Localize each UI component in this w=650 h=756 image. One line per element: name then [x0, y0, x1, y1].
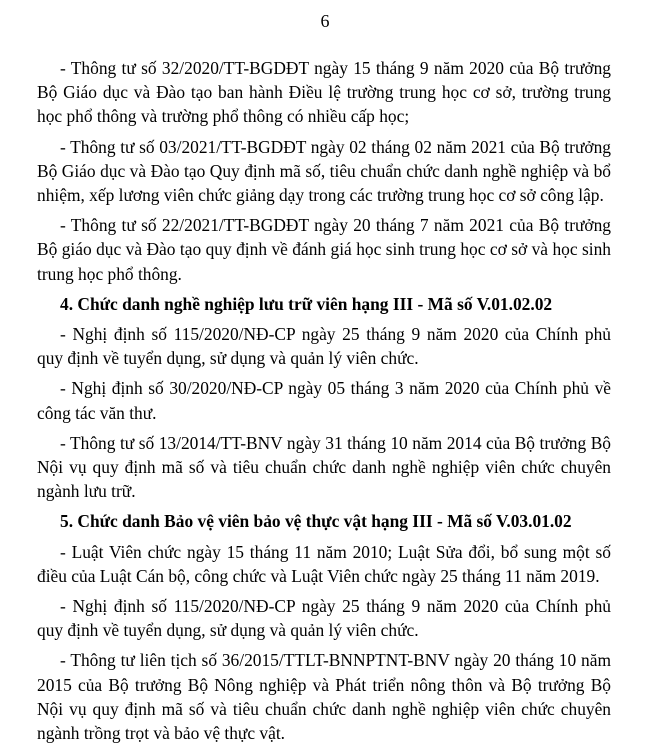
page-number: 6	[320, 11, 330, 31]
section-5-heading: 5. Chức danh Bảo vệ viên bảo vệ thực vật hạng III - Mã số V.03.01.02	[60, 511, 572, 532]
regulation-item: - Nghị định số 30/2020/NĐ-CP ngày 05 tháng 3 năm 2020 của Chính phủ về công tác văn thư.	[37, 378, 611, 423]
document-body	[37, 56, 611, 751]
regulation-item: - Thông tư liên tịch số 36/2015/TTLT-BNNPTNT-BNV ngày 20 tháng 10 năm 2015 của Bộ trưởng Bộ Nông nghiệp và Phát triển nông thôn và Bộ trưởng Bộ Nội vụ quy định mã số và tiêu chuẩn chức danh nghề nghiệp viên chức chuyên ngành trồng trọt và bảo vệ thực vật.	[37, 650, 611, 744]
regulation-item: - Nghị định số 115/2020/NĐ-CP ngày 25 tháng 9 năm 2020 của Chính phủ quy định về tuyển dụng, sử dụng và quản lý viên chức.	[37, 324, 611, 369]
regulation-item: - Luật Viên chức ngày 15 tháng 11 năm 2010; Luật Sửa đổi, bổ sung một số điều của Luật Cán bộ, công chức và Luật Viên chức ngày 25 tháng 11 năm 2019.	[37, 541, 611, 586]
regulation-item: - Thông tư số 03/2021/TT-BGDĐT ngày 02 tháng 02 năm 2021 của Bộ trưởng Bộ Giáo dục và Đào tạo Quy định mã số, tiêu chuẩn chức danh nghề nghiệp và bổ nhiệm, xếp lương viên chức giảng dạy trong các trường trung học cơ sở công lập.	[37, 136, 611, 206]
regulation-item: - Thông tư số 13/2014/TT-BNV ngày 31 tháng 10 năm 2014 của Bộ trưởng Bộ Nội vụ quy định mã số và tiêu chuẩn chức danh nghề nghiệp viên chức chuyên ngành lưu trữ.	[37, 432, 611, 502]
regulation-item: - Thông tư số 32/2020/TT-BGDĐT ngày 15 tháng 9 năm 2020 của Bộ trưởng Bộ Giáo dục và Đào tạo ban hành Điều lệ trường trung học cơ sở, trường trung học phổ thông và trường phổ thông có nhiều cấp học;	[37, 58, 611, 127]
regulation-item: - Nghị định số 115/2020/NĐ-CP ngày 25 tháng 9 năm 2020 của Chính phủ quy định về tuyển dụng, sử dụng và quản lý viên chức.	[37, 596, 611, 641]
section-4-heading: 4. Chức danh nghề nghiệp lưu trữ viên hạng III - Mã số V.01.02.02	[60, 293, 553, 314]
regulation-item: - Thông tư số 22/2021/TT-BGDĐT ngày 20 tháng 7 năm 2021 của Bộ trưởng Bộ giáo dục và Đào tạo quy định về đánh giá học sinh trung học cơ sở và học sinh trung học phổ thông.	[37, 215, 611, 284]
